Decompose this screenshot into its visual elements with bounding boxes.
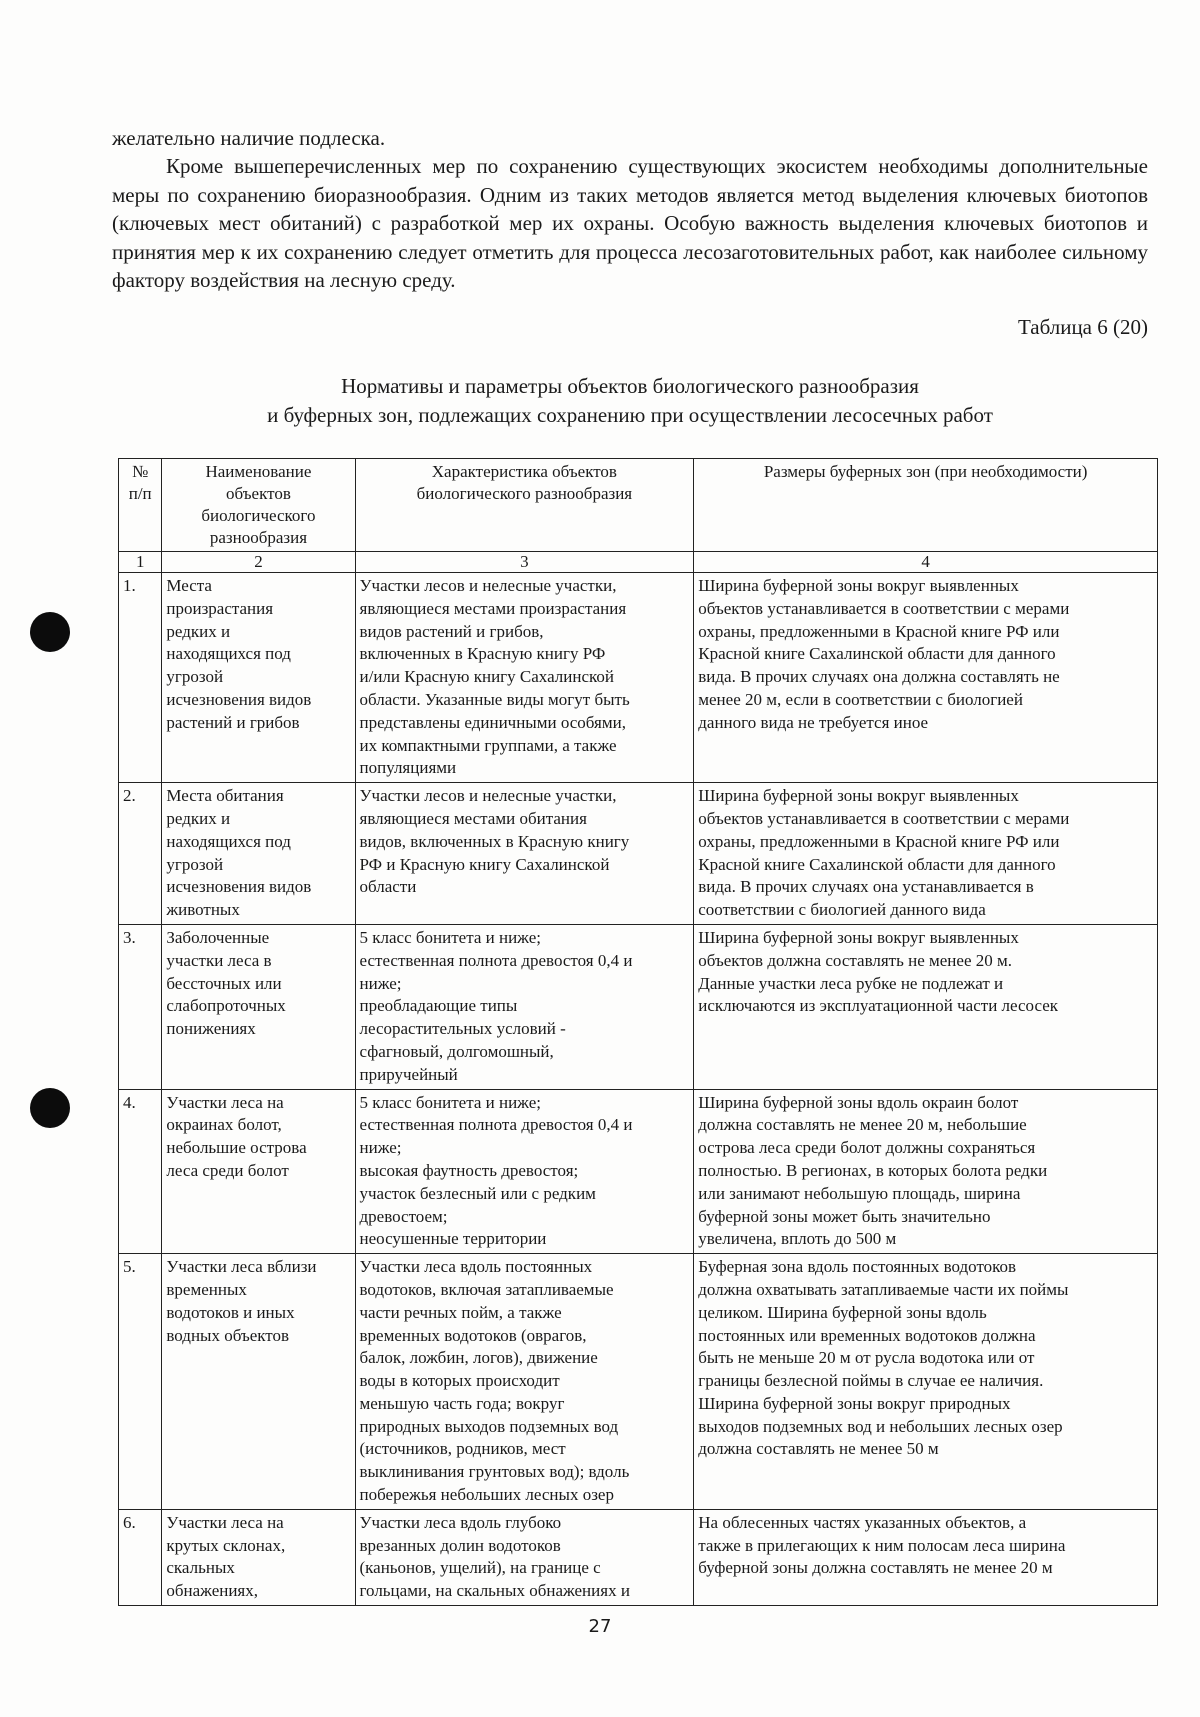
cell-text-line: острова леса среди болот должны сохраняться <box>698 1138 1036 1158</box>
cell-text-line: Участки леса на <box>166 1092 284 1112</box>
object-name-cell <box>162 924 355 1089</box>
cell-text-line: Участки леса вдоль постоянных <box>359 1257 593 1277</box>
table-header-row <box>119 459 1158 552</box>
cell-text-line: естественная полнота древостоя 0,4 и <box>359 950 633 970</box>
cell-text-line: участки леса в <box>166 950 272 970</box>
cell-text-line: также в прилегающих к ним полосам леса ширина <box>698 1535 1066 1555</box>
column-number-row <box>119 552 1158 573</box>
cell-text-line: редких и <box>166 621 231 641</box>
cell-text-line: соответствии с биологией данного вида <box>698 900 986 920</box>
cell-text-line: менее 20 м, если в соответствии с биологией <box>698 689 1023 709</box>
cell-text-line: гольцами, на скальных обнажениях и <box>359 1581 630 1601</box>
cell-text-line: объектов должна составлять не менее 20 м. <box>698 950 1013 970</box>
table-body <box>119 573 1158 1606</box>
cell-text-line: угрозой <box>166 667 224 687</box>
cell-text-line: воды в которых происходит <box>359 1371 560 1391</box>
cell-text-line: понижениях <box>166 1019 256 1039</box>
cell-text-line: преобладающие типы <box>359 996 518 1016</box>
cell-text-line: неосушенные территории <box>359 1229 547 1249</box>
header-line: разнообразия <box>209 528 308 547</box>
cell-text-line: Участки лесов и нелесные участки, <box>359 576 617 595</box>
cell-text-line: меньшую часть года; вокруг <box>359 1393 565 1413</box>
cell-text-line: водотоков и иных <box>166 1302 295 1322</box>
cell-text-line: области. Указанные виды могут быть <box>359 689 630 709</box>
cell-text-line: Ширина буферной зоны вдоль окраин болот <box>698 1092 1019 1112</box>
cell-text-line: ниже; <box>359 973 402 993</box>
cell-text-line: обнажениях, <box>166 1581 258 1601</box>
cell-text-line: балок, ложбин, логов), движение <box>359 1348 598 1368</box>
cell-text-line: врезанных долин водотоков <box>359 1535 561 1555</box>
cell-text-line: полностью. В регионах, в которых болота редки <box>698 1160 1048 1180</box>
cell-text-line: окраинах болот, <box>166 1115 282 1135</box>
cell-text-line: Заболоченные <box>166 927 270 947</box>
header-line: биологического <box>201 506 316 525</box>
buffer-size-cell <box>694 1089 1158 1254</box>
cell-text-line: части речных пойм, а также <box>359 1302 562 1322</box>
buffer-size-cell <box>694 1509 1158 1605</box>
cell-text-line: находящихся под <box>166 831 291 851</box>
cell-text-line: Ширина буферной зоны вокруг выявленных <box>698 927 1019 947</box>
cell-text-line: угрозой <box>166 854 224 874</box>
column-number: 2 <box>162 552 355 573</box>
cell-text-line: быть не меньше 20 м от русла водотока или от <box>698 1348 1035 1368</box>
cell-text-line: являющиеся местами обитания <box>359 808 587 828</box>
cell-text-line: Ширина буферной зоны вокруг выявленных <box>698 786 1019 806</box>
cell-text-line: бессточных или <box>166 973 282 993</box>
row-number: 3. <box>119 924 162 1089</box>
object-name-cell <box>162 1509 355 1605</box>
intro-line: желательно наличие подлеска. <box>112 126 386 150</box>
table-row <box>119 783 1158 925</box>
cell-text-line: Участки леса вблизи <box>166 1257 317 1277</box>
cell-text-line: охраны, предложенными в Красной книге РФ или <box>698 831 1060 851</box>
cell-text-line: вида. В прочих случаях она устанавливается в <box>698 877 1034 897</box>
characteristic-cell <box>355 1254 694 1510</box>
cell-text-line: редких и <box>166 808 231 828</box>
cell-text-line: леса среди болот <box>166 1160 289 1180</box>
table-row <box>119 1089 1158 1254</box>
header-line: Наименование <box>205 462 312 481</box>
table-heading-line-1: Нормативы и параметры объектов биологического разнообразия <box>341 374 919 398</box>
row-number: 6. <box>119 1509 162 1605</box>
characteristic-cell <box>355 783 694 925</box>
cell-text-line: Буферная зона вдоль постоянных водотоков <box>698 1257 1017 1277</box>
cell-text-line: побережья небольших лесных озер <box>359 1485 614 1505</box>
cell-text-line: исключаются из эксплуатационной части лесосек <box>698 996 1059 1016</box>
buffer-size-cell <box>694 1254 1158 1510</box>
characteristic-cell <box>355 1089 694 1254</box>
header-line: Характеристика объектов <box>431 462 617 481</box>
punch-hole <box>30 1088 70 1128</box>
cell-text-line: Красной книге Сахалинской области для данного <box>698 854 1056 874</box>
cell-text-line: 5 класс бонитета и ниже; <box>359 927 541 947</box>
cell-text-line: постоянных или временных водотоков должна <box>698 1325 1036 1345</box>
characteristic-cell <box>355 1509 694 1605</box>
cell-text-line: слабопроточных <box>166 996 286 1016</box>
cell-text-line: (источников, родников, мест <box>359 1439 566 1459</box>
cell-text-line: области <box>359 877 417 897</box>
object-name-cell <box>162 1254 355 1510</box>
cell-text-line: РФ и Красную книгу Сахалинской <box>359 854 610 874</box>
cell-text-line: 5 класс бонитета и ниже; <box>359 1092 541 1112</box>
cell-text-line: должна составлять не менее 20 м, небольшие <box>698 1115 1027 1135</box>
cell-text-line: временных водотоков (оврагов, <box>359 1325 587 1345</box>
cell-text-line: приручейный <box>359 1064 458 1084</box>
cell-text-line: представлены единичными особями, <box>359 712 626 732</box>
cell-text-line: вида. В прочих случаях она должна составлять не <box>698 667 1060 687</box>
cell-text-line: ниже; <box>359 1138 402 1158</box>
cell-text-line: сфагновый, долгомошный, <box>359 1041 554 1061</box>
cell-text-line: объектов устанавливается в соответствии с мерами <box>698 598 1070 618</box>
cell-text-line: Места <box>166 576 212 595</box>
biodiversity-table <box>118 458 1158 1606</box>
cell-text-line: скальных <box>166 1558 235 1578</box>
row-number: 5. <box>119 1254 162 1510</box>
header-line: объектов <box>226 484 291 503</box>
cell-text-line: временных <box>166 1279 247 1299</box>
cell-text-line: или занимают небольшую площадь, ширина <box>698 1183 1021 1203</box>
object-name-cell <box>162 1089 355 1254</box>
cell-text-line: Участки лесов и нелесные участки, <box>359 786 617 806</box>
cell-text-line: естественная полнота древостоя 0,4 и <box>359 1115 633 1135</box>
cell-text-line: их компактными группами, а также <box>359 735 617 755</box>
cell-text-line: Красной книге Сахалинской области для данного <box>698 644 1056 664</box>
header-line: п/п <box>128 484 152 503</box>
cell-text-line: небольшие острова <box>166 1138 307 1158</box>
cell-text-line: целиком. Ширина буферной зоны вдоль <box>698 1302 987 1322</box>
cell-text-line: должна охватывать затапливаемые части их поймы <box>698 1279 1069 1299</box>
cell-text-line: крутых склонах, <box>166 1535 286 1555</box>
header-line: биологического разнообразия <box>416 484 633 503</box>
cell-text-line: участок безлесный или с редким <box>359 1183 596 1203</box>
header-name <box>162 459 355 552</box>
cell-text-line: объектов устанавливается в соответствии с мерами <box>698 808 1070 828</box>
cell-text-line: Данные участки леса рубке не подлежат и <box>698 973 1004 993</box>
characteristic-cell <box>355 573 694 783</box>
cell-text-line: находящихся под <box>166 644 291 664</box>
cell-text-line: водных объектов <box>166 1325 290 1345</box>
buffer-size-cell <box>694 783 1158 925</box>
table-row <box>119 573 1158 783</box>
cell-text-line: границы безлесной поймы в случае ее наличия. <box>698 1371 1044 1391</box>
table-row <box>119 1254 1158 1510</box>
cell-text-line: древостоем; <box>359 1206 448 1226</box>
cell-text-line: произрастания <box>166 598 274 618</box>
cell-text-line: исчезновения видов <box>166 689 312 709</box>
intro-paragraph: Кроме вышеперечисленных мер по сохранению существующих экосистем необходимы дополнительные меры по сохранению биоразнообразия. Одним из таких методов является метод выделения ключевых биотопов (ключевых мест обитаний) с разработкой мер их охраны. Особую важность выделения ключевых биотопов и принятия мер к их сохранению следует отметить для процесса лесозаготовительных работ, как наиболее сильному фактору воздействия на лесную среду. <box>112 154 1148 292</box>
column-number: 1 <box>119 552 162 573</box>
cell-text-line: и/или Красную книгу Сахалинской <box>359 667 614 687</box>
cell-text-line: (каньонов, ущелий), на границе с <box>359 1558 601 1578</box>
cell-text-line: Ширина буферной зоны вокруг природных <box>698 1393 1011 1413</box>
table-heading <box>150 372 1110 430</box>
row-number: 1. <box>119 573 162 783</box>
page-number: 27 <box>588 1616 612 1637</box>
cell-text-line: Участки леса на <box>166 1512 284 1532</box>
cell-text-line: видов, включенных в Красную книгу <box>359 831 630 851</box>
cell-text-line: природных выходов подземных вод <box>359 1416 619 1436</box>
cell-text-line: исчезновения видов <box>166 877 312 897</box>
cell-text-line: охраны, предложенными в Красной книге РФ или <box>698 621 1060 641</box>
cell-text-line: животных <box>166 900 240 920</box>
cell-text-line: включенных в Красную книгу РФ <box>359 644 606 664</box>
table-label: Таблица 6 (20) <box>1017 315 1148 339</box>
punch-hole <box>30 612 70 652</box>
cell-text-line: выходов подземных вод и небольших лесных озер <box>698 1416 1063 1436</box>
cell-text-line: данного вида не требуется иное <box>698 712 929 732</box>
cell-text-line: выклинивания грунтовых вод); вдоль <box>359 1462 630 1482</box>
cell-text-line: буферной зоны может быть значительно <box>698 1206 991 1226</box>
cell-text-line: Участки леса вдоль глубоко <box>359 1512 562 1532</box>
column-number: 4 <box>694 552 1158 573</box>
buffer-size-cell <box>694 573 1158 783</box>
row-number: 4. <box>119 1089 162 1254</box>
row-number: 2. <box>119 783 162 925</box>
cell-text-line: видов растений и грибов, <box>359 621 544 641</box>
header-line: Размеры буферных зон (при необходимости) <box>763 462 1088 481</box>
table-row <box>119 1509 1158 1605</box>
header-buffer-size <box>694 459 1158 552</box>
cell-text-line: водотоков, включая затапливаемые <box>359 1279 614 1299</box>
cell-text-line: Ширина буферной зоны вокруг выявленных <box>698 576 1019 595</box>
table-heading-line-2: и буферных зон, подлежащих сохранению при осуществлении лесосечных работ <box>267 403 993 427</box>
object-name-cell <box>162 783 355 925</box>
table-row <box>119 924 1158 1089</box>
cell-text-line: высокая фаутность древостоя; <box>359 1160 579 1180</box>
cell-text-line: Места обитания <box>166 786 284 806</box>
cell-text-line: лесорастительных условий - <box>359 1019 566 1039</box>
cell-text-line: должна составлять не менее 50 м <box>698 1439 939 1459</box>
column-number: 3 <box>355 552 694 573</box>
cell-text-line: растений и грибов <box>166 712 300 732</box>
header-characteristic <box>355 459 694 552</box>
header-line: № <box>132 462 149 481</box>
cell-text-line: являющиеся местами произрастания <box>359 598 627 618</box>
cell-text-line: На облесенных частях указанных объектов, а <box>698 1512 1027 1532</box>
object-name-cell <box>162 573 355 783</box>
buffer-size-cell <box>694 924 1158 1089</box>
cell-text-line: буферной зоны должна составлять не менее 20 м <box>698 1558 1053 1578</box>
characteristic-cell <box>355 924 694 1089</box>
cell-text-line: популяциями <box>359 758 457 778</box>
header-number <box>119 459 162 552</box>
cell-text-line: увеличена, вплоть до 500 м <box>698 1229 897 1249</box>
